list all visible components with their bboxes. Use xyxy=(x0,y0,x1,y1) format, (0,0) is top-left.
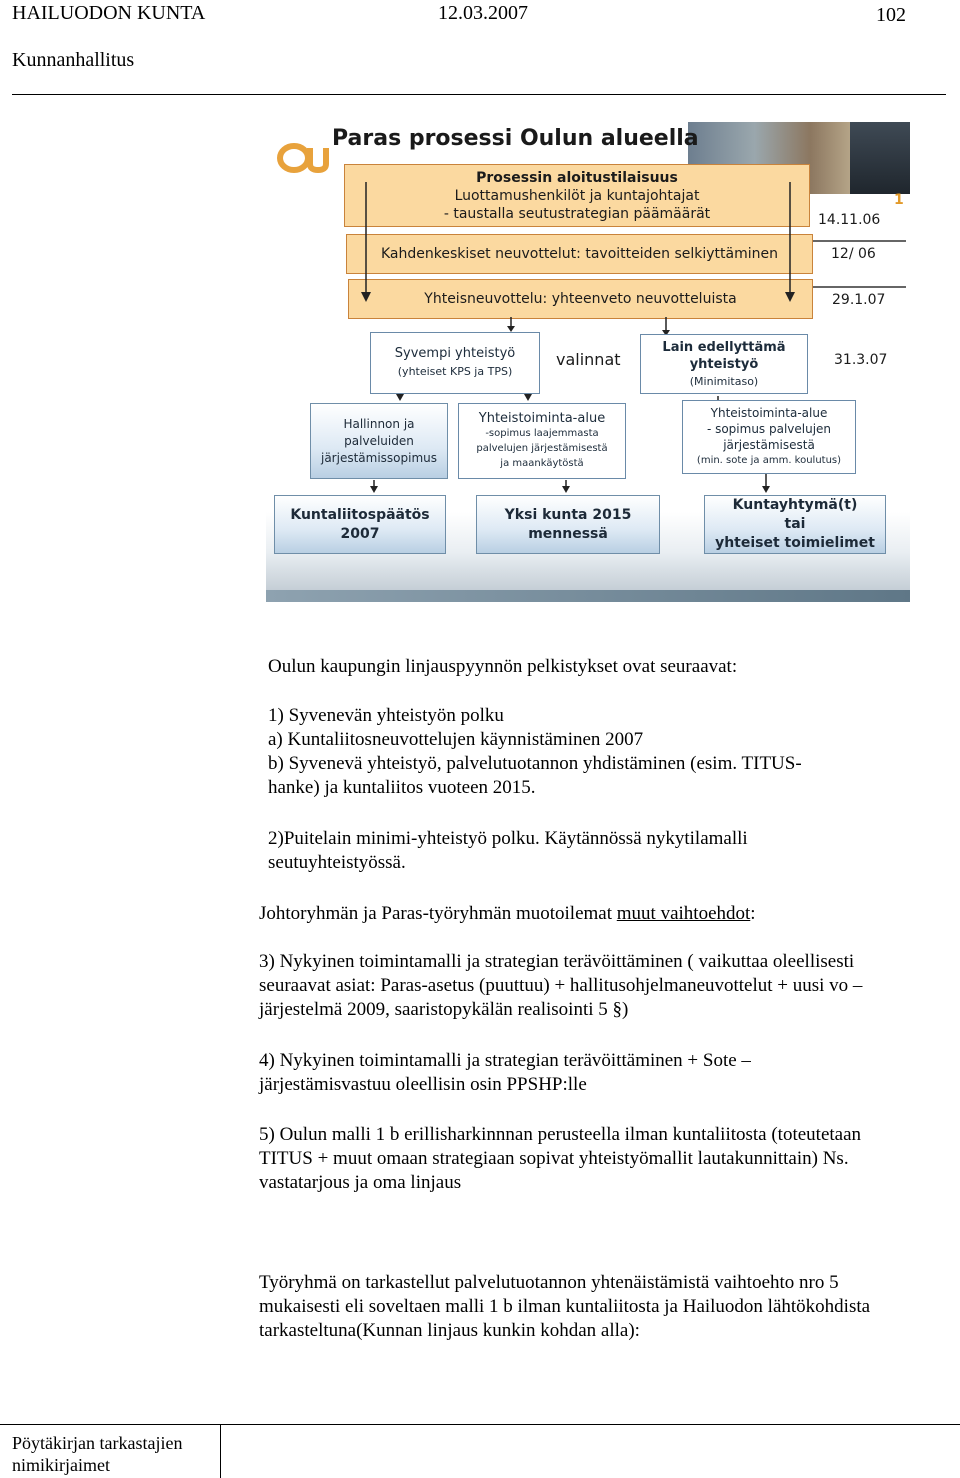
paragraph-option1 xyxy=(268,704,802,800)
page-number: 102 xyxy=(876,4,906,26)
slide-number: 1 xyxy=(894,192,904,208)
coop-area-broad-line3: palvelujen järjestämisestä xyxy=(476,443,608,454)
option4-line: järjestämisvastuu oleellisin osin PPSHP:lle xyxy=(259,1074,587,1095)
option1-line: b) Syvenevä yhteistyö, palvelutuotannon yhdistäminen (esim. TITUS- xyxy=(268,753,802,774)
kickoff-participants: Luottamushenkilöt ja kuntajohtajat xyxy=(454,188,700,204)
minimum-title: Lain edellyttämä xyxy=(662,339,786,355)
option3-line: 3) Nykyinen toimintamalli ja strategian terävöittäminen ( vaikuttaa oleellisesti xyxy=(259,951,855,972)
date-joint: 29.1.07 xyxy=(832,292,886,308)
option2-line: 2)Puitelain minimi-yhteistyö polku. Käytännössä nykytilamalli xyxy=(268,828,748,849)
coop-area-broad-line2: -sopimus laajemmasta xyxy=(485,428,599,439)
joint-negotiation-box: Yhteisneuvottelu: yhteenveto neuvotteluista xyxy=(348,279,813,319)
option1-line: 1) Syvenevän yhteistyön polku xyxy=(268,705,504,726)
one-municipality-deadline: mennessä xyxy=(528,525,608,542)
option3-line: seuraavat asiat: Paras-asetus (puuttuu) + hallitusohjelmaneuvottelut + uusi vo – xyxy=(259,975,863,996)
alternatives-intro: Johtoryhmän ja Paras-työryhmän muotoilemat xyxy=(259,903,617,924)
admin-line3: järjestämissopimus xyxy=(320,450,437,465)
slide-title: Paras prosessi Oulun alueella xyxy=(332,126,699,151)
option5-line: vastatarjous ja oma linjaus xyxy=(259,1172,462,1193)
meeting-date: 12.03.2007 xyxy=(438,2,528,24)
merger-decision-box xyxy=(274,495,446,554)
joint-authority-or: tai xyxy=(784,516,806,532)
admin-line2: palveluiden xyxy=(344,433,414,448)
coop-area-minimum-title: Yhteistoiminta-alue xyxy=(710,406,828,420)
header-rule xyxy=(12,94,946,95)
coop-area-minimum-line2: - sopimus palvelujen xyxy=(706,422,832,436)
kickoff-background: - taustalla seutustrategian päämäärät xyxy=(443,206,711,222)
joint-authority-box xyxy=(704,495,886,554)
one-municipality-title: Yksi kunta 2015 xyxy=(504,506,632,523)
option1-line: hanke) ja kuntaliitos vuoteen 2015. xyxy=(268,777,536,798)
option4-line: 4) Nykyinen toimintamalli ja strategian terävöittäminen + Sote – xyxy=(259,1050,751,1071)
process-slide xyxy=(266,122,910,602)
admin-agreement-box xyxy=(310,403,448,479)
deeper-cooperation-box xyxy=(370,332,540,394)
paragraph-option4 xyxy=(259,1049,751,1097)
coop-area-broad-title: Yhteistoiminta-alue xyxy=(478,411,606,426)
alternatives-underlined: muut vaihtoehdot xyxy=(616,903,751,924)
bilateral-box: Kahdenkeskiset neuvottelut: tavoitteiden selkiyttäminen xyxy=(346,234,813,274)
municipality-name: HAILUODON KUNTA xyxy=(12,2,206,24)
merger-title: Kuntaliitospäätös xyxy=(290,506,430,523)
option3-line: järjestelmä 2009, saaristopykälän realisointi 5 §) xyxy=(259,999,629,1020)
alternatives-colon: : xyxy=(750,903,756,924)
body-name: Kunnanhallitus xyxy=(12,49,135,71)
option2-line: seutuyhteistyössä. xyxy=(268,852,406,873)
option5-line: TITUS + muut omaan strategiaan sopivat yhteistyömallit lautakunnittain) Ns. xyxy=(259,1148,849,1169)
coop-area-broad-line4: ja maankäytöstä xyxy=(500,458,584,469)
deeper-cooperation-detail: (yhteiset KPS ja TPS) xyxy=(397,365,513,378)
footer-line1: Pöytäkirjan tarkastajien xyxy=(12,1433,183,1453)
workgroup-line: tarkasteltuna(Kunnan linjaus kunkin kohdan alla): xyxy=(259,1320,640,1341)
minimum-level: (Minimitaso) xyxy=(689,374,759,388)
minimum-subtitle: yhteistyö xyxy=(689,356,759,372)
merger-year: 2007 xyxy=(340,525,380,542)
admin-line1: Hallinnon ja xyxy=(343,416,415,431)
workgroup-line: Työryhmä on tarkastellut palvelutuotannon yhtenäistämistä vaihtoehto nro 5 xyxy=(259,1272,839,1293)
deeper-cooperation-title: Syvempi yhteistyö xyxy=(394,346,516,361)
joint-authority-title: Kuntayhtymä(t) xyxy=(732,497,858,513)
coop-area-broad-box xyxy=(458,403,626,479)
coop-area-minimum-line3: järjestämisestä xyxy=(723,438,815,452)
minimum-cooperation-box xyxy=(640,334,808,394)
paragraph-intro: Oulun kaupungin linjauspyynnön pelkistykset ovat seuraavat: xyxy=(268,656,738,677)
workgroup-line: mukaisesti eli soveltaen malli 1 b ilman kuntaliitosta ja Hailuodon lähtökohdista xyxy=(259,1296,871,1317)
paragraph-alternatives xyxy=(259,902,756,926)
footer-line2: nimikirjaimet xyxy=(12,1455,110,1475)
choices-label: valinnat xyxy=(556,350,621,369)
coop-area-minimum-box xyxy=(682,400,856,474)
coop-area-minimum-line4: (min. sote ja amm. koulutus) xyxy=(696,455,842,466)
kickoff-title: Prosessin aloitustilaisuus xyxy=(476,170,678,186)
one-municipality-box xyxy=(476,495,660,554)
date-bilateral: 12/ 06 xyxy=(831,246,876,262)
footer-initials-label xyxy=(12,1432,182,1476)
paragraph-workgroup xyxy=(259,1271,870,1343)
option1-line: a) Kuntaliitosneuvottelujen käynnistäminen 2007 xyxy=(268,729,644,750)
option5-line: 5) Oulun malli 1 b erillisharkinnnan perusteella ilman kuntaliitosta (toteutetaan xyxy=(259,1124,862,1145)
joint-authority-bodies: yhteiset toimielimet xyxy=(715,535,875,551)
date-kickoff: 14.11.06 xyxy=(818,212,881,228)
paragraph-option3 xyxy=(259,950,862,1022)
paragraph-option5 xyxy=(259,1123,861,1195)
date-decision: 31.3.07 xyxy=(834,352,888,368)
paragraph-option2 xyxy=(268,827,748,875)
